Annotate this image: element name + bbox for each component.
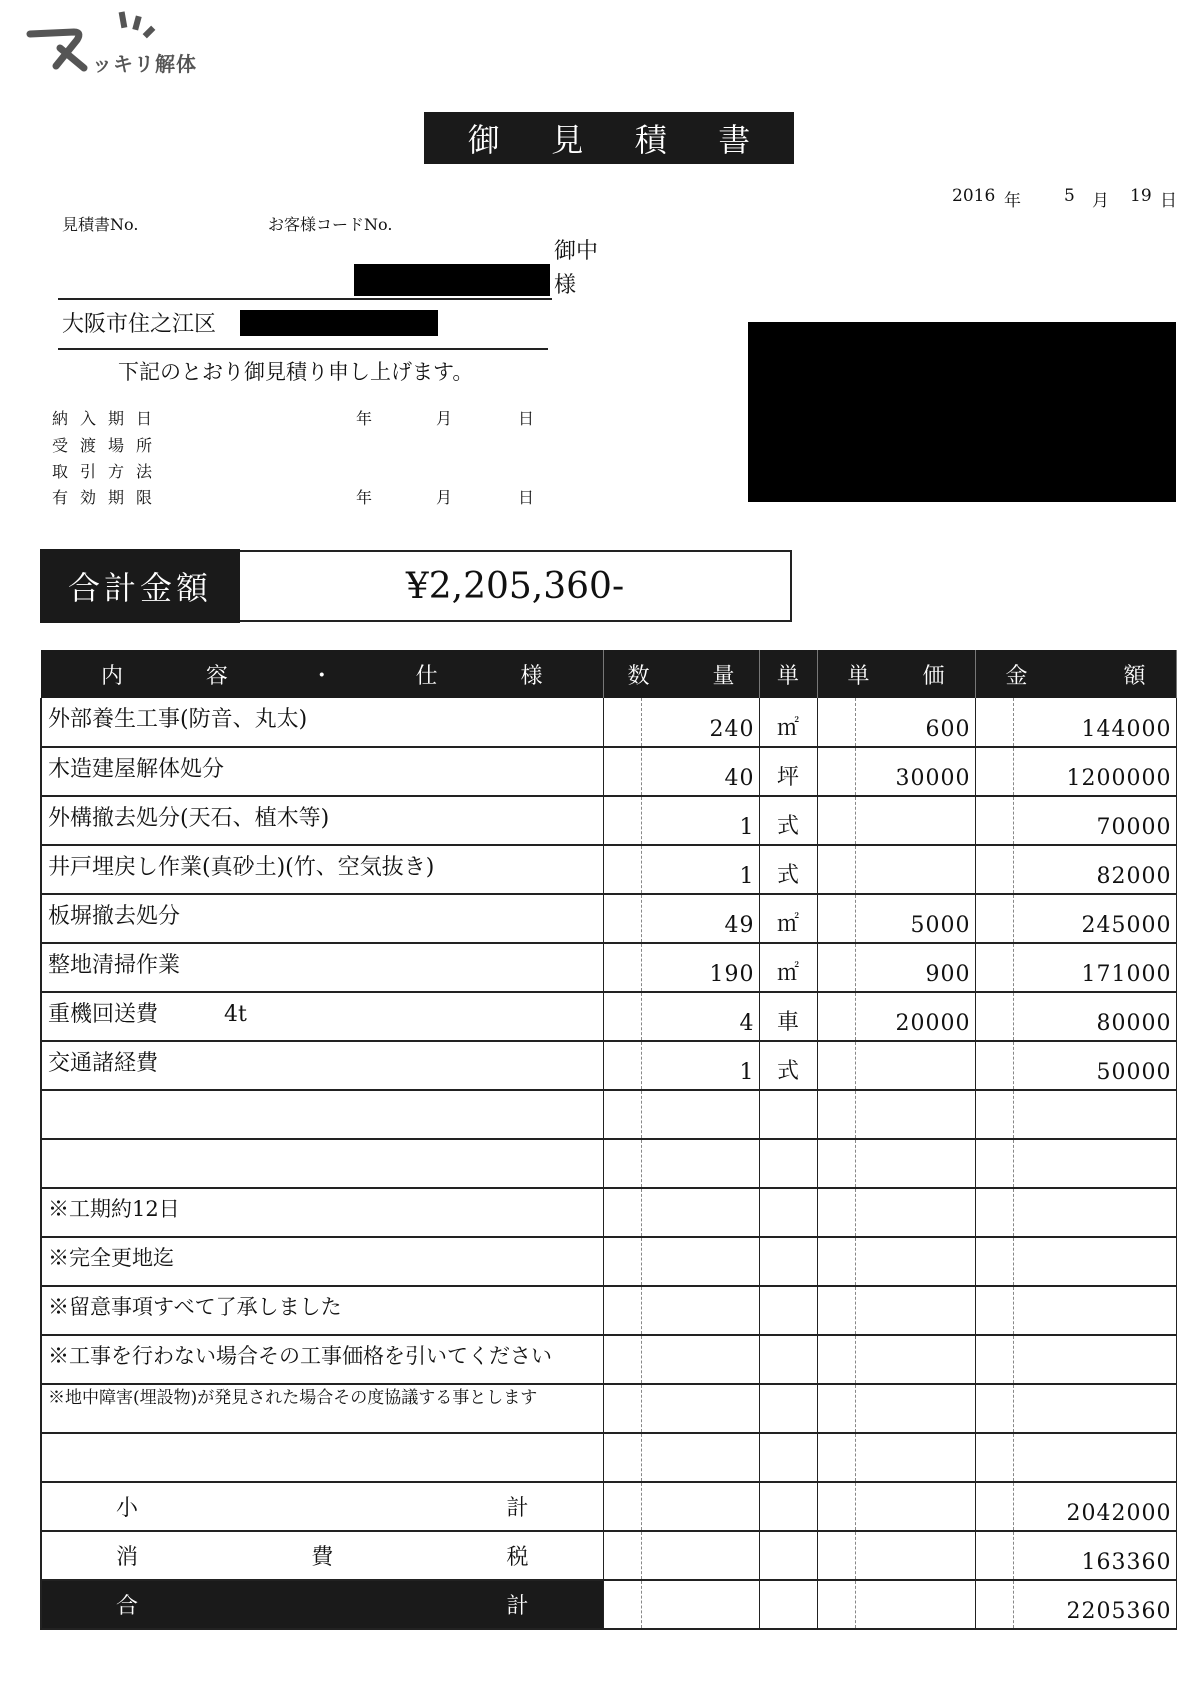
blank-cell	[1013, 1286, 1176, 1335]
blank-cell	[759, 1482, 817, 1531]
ymd-day: 日	[518, 488, 535, 507]
blank-cell	[855, 1237, 975, 1286]
blank-cell	[975, 1090, 1013, 1139]
summary-label-char: 計	[506, 1594, 529, 1619]
blank-cell	[603, 894, 641, 943]
item-price: 5000	[855, 894, 975, 943]
address-underline	[58, 348, 548, 350]
note-text: ※地中障害(埋設物)が発見された場合その度協議する事とします	[41, 1384, 603, 1433]
item-unit: 車	[759, 992, 817, 1041]
header-qty: 数 量	[603, 650, 759, 698]
ymd-year: 年	[356, 409, 373, 428]
header-desc: 内 容 ・ 仕 様	[41, 650, 603, 698]
blank-cell	[975, 1237, 1013, 1286]
item-amount: 50000	[1013, 1041, 1176, 1090]
item-amount: 80000	[1013, 992, 1176, 1041]
summary-label	[41, 1482, 603, 1531]
summary-amount: 163360	[1013, 1531, 1176, 1580]
blank-cell	[817, 1531, 855, 1580]
table-row	[41, 992, 1176, 1041]
estimate-no-label: 見積書No.	[62, 215, 139, 234]
item-price	[855, 845, 975, 894]
item-desc: 重機回送費 4t	[41, 992, 603, 1041]
blank-cell	[759, 1188, 817, 1237]
logo-text: ッキリ解体	[92, 52, 197, 76]
blank-cell	[641, 1335, 759, 1384]
blank-cell	[855, 1286, 975, 1335]
blank-cell	[817, 698, 855, 747]
onchu-label: 御中	[554, 239, 599, 264]
item-desc: 外部養生工事(防音、丸太)	[41, 698, 603, 747]
blank-cell	[975, 1531, 1013, 1580]
blank-cell	[603, 698, 641, 747]
blank-cell	[641, 1531, 759, 1580]
blank-cell	[641, 1237, 759, 1286]
summary-label	[41, 1531, 603, 1580]
date-year-unit: 年	[1004, 191, 1021, 211]
date-month: 5	[1064, 186, 1075, 206]
blank-cell	[817, 1384, 855, 1433]
blank-cell	[817, 1139, 855, 1188]
blank-cell	[603, 1433, 641, 1482]
blank-cell	[41, 1090, 603, 1139]
blank-cell	[641, 1286, 759, 1335]
summary-label-char: 税	[506, 1545, 529, 1570]
blank-cell	[603, 1286, 641, 1335]
condition-label: 有効期限	[52, 488, 165, 507]
note-text: ※工期約12日	[41, 1188, 603, 1237]
table-header-row	[41, 650, 1176, 698]
blank-cell	[975, 1580, 1013, 1629]
blank-cell	[975, 1482, 1013, 1531]
item-qty: 49	[641, 894, 759, 943]
item-amount: 70000	[1013, 796, 1176, 845]
blank-cell	[817, 1090, 855, 1139]
blank-cell	[975, 1188, 1013, 1237]
blank-cell	[759, 1384, 817, 1433]
item-price: 900	[855, 943, 975, 992]
note-row	[41, 1335, 1176, 1384]
item-price	[855, 1041, 975, 1090]
total-amount-value: ¥2,205,360-	[240, 550, 792, 622]
blank-cell	[759, 1090, 817, 1139]
note-row	[41, 1286, 1176, 1335]
item-amount: 1200000	[1013, 747, 1176, 796]
item-unit: ㎡	[759, 698, 817, 747]
note-row	[41, 1237, 1176, 1286]
date-day: 19	[1130, 186, 1152, 206]
item-qty: 240	[641, 698, 759, 747]
date-month-unit: 月	[1092, 191, 1109, 211]
item-unit: 式	[759, 845, 817, 894]
blank-cell	[975, 1384, 1013, 1433]
summary-row	[41, 1482, 1176, 1531]
blank-cell	[817, 943, 855, 992]
blank-cell	[759, 1433, 817, 1482]
table-row	[41, 1041, 1176, 1090]
table-row	[41, 698, 1176, 747]
blank-cell	[1013, 1139, 1176, 1188]
blank-cell	[641, 1090, 759, 1139]
blank-cell	[41, 1139, 603, 1188]
item-price	[855, 796, 975, 845]
condition-label: 受渡場所	[52, 436, 165, 455]
title-char: 御	[467, 121, 500, 159]
total-amount-label: 合計金額	[40, 549, 240, 623]
summary-amount: 2205360	[1013, 1580, 1176, 1629]
condition-label: 納入期日	[52, 409, 165, 428]
blank-cell	[855, 1580, 975, 1629]
customer-code-label: お客様コードNo.	[268, 215, 393, 234]
summary-row	[41, 1580, 1176, 1629]
item-qty: 1	[641, 845, 759, 894]
blank-cell	[975, 796, 1013, 845]
blank-cell	[759, 1237, 817, 1286]
blank-cell	[817, 796, 855, 845]
summary-label-char: 小	[116, 1496, 139, 1521]
blank-cell	[817, 1286, 855, 1335]
item-amount: 245000	[1013, 894, 1176, 943]
redacted-address	[240, 310, 438, 336]
blank-cell	[641, 1188, 759, 1237]
blank-cell	[641, 1139, 759, 1188]
blank-cell	[817, 1433, 855, 1482]
table-row	[41, 845, 1176, 894]
item-desc: 交通諸経費	[41, 1041, 603, 1090]
blank-cell	[855, 1384, 975, 1433]
item-desc: 整地清掃作業	[41, 943, 603, 992]
blank-cell	[1013, 1237, 1176, 1286]
item-price: 600	[855, 698, 975, 747]
blank-cell	[817, 845, 855, 894]
note-row	[41, 1384, 1176, 1433]
item-price: 20000	[855, 992, 975, 1041]
item-desc: 外構撤去処分(天石、植木等)	[41, 796, 603, 845]
blank-cell	[603, 1482, 641, 1531]
item-qty: 190	[641, 943, 759, 992]
summary-label	[41, 1580, 603, 1629]
blank-cell	[855, 1335, 975, 1384]
note-text: ※完全更地迄	[41, 1237, 603, 1286]
title-char: 書	[718, 121, 751, 159]
summary-label-char: 合	[116, 1594, 139, 1619]
blank-cell	[641, 1580, 759, 1629]
blank-cell	[975, 1139, 1013, 1188]
ymd-day: 日	[518, 409, 535, 428]
blank-cell	[603, 845, 641, 894]
item-qty: 40	[641, 747, 759, 796]
blank-cell	[603, 1090, 641, 1139]
header-unit: 単	[759, 650, 817, 698]
ymd-year: 年	[356, 488, 373, 507]
customer-underline	[58, 298, 552, 300]
item-qty: 4	[641, 992, 759, 1041]
table-row	[41, 894, 1176, 943]
blank-cell	[1013, 1384, 1176, 1433]
blank-cell	[975, 845, 1013, 894]
summary-amount: 2042000	[1013, 1482, 1176, 1531]
blank-cell	[759, 1531, 817, 1580]
header-amount: 金 額	[975, 650, 1176, 698]
redacted-customer-name	[354, 264, 550, 296]
address-prefix: 大阪市住之江区	[62, 312, 217, 337]
blank-cell	[817, 894, 855, 943]
blank-cell	[817, 992, 855, 1041]
blank-cell	[1013, 1433, 1176, 1482]
note-text: ※工事を行わない場合その工事価格を引いてください	[41, 1335, 603, 1384]
blank-cell	[603, 747, 641, 796]
item-unit: ㎡	[759, 894, 817, 943]
blank-cell	[855, 1188, 975, 1237]
date-day-unit: 日	[1160, 191, 1177, 211]
summary-label-char: 消	[116, 1545, 139, 1570]
summary-label-char: 費	[311, 1545, 334, 1570]
blank-cell	[975, 1335, 1013, 1384]
blank-cell	[817, 1041, 855, 1090]
blank-cell	[603, 992, 641, 1041]
item-unit: 式	[759, 1041, 817, 1090]
blank-cell	[975, 992, 1013, 1041]
blank-cell	[1013, 1335, 1176, 1384]
blank-cell	[975, 698, 1013, 747]
blank-cell	[603, 1335, 641, 1384]
item-desc: 井戸埋戻し作業(真砂土)(竹、空気抜き)	[41, 845, 603, 894]
item-desc: 板塀撤去処分	[41, 894, 603, 943]
blank-cell	[975, 1286, 1013, 1335]
table-row-empty	[41, 1139, 1176, 1188]
table-row	[41, 747, 1176, 796]
blank-cell	[855, 1433, 975, 1482]
blank-cell	[603, 1188, 641, 1237]
item-price: 30000	[855, 747, 975, 796]
item-desc: 木造建屋解体処分	[41, 747, 603, 796]
item-qty: 1	[641, 1041, 759, 1090]
item-unit: 式	[759, 796, 817, 845]
blank-cell	[855, 1139, 975, 1188]
blank-cell	[855, 1482, 975, 1531]
blank-cell	[603, 1139, 641, 1188]
table-row	[41, 796, 1176, 845]
blank-cell	[855, 1090, 975, 1139]
ymd-month: 月	[436, 488, 453, 507]
blank-cell	[603, 1580, 641, 1629]
table-row	[41, 943, 1176, 992]
blank-cell	[603, 1531, 641, 1580]
ymd-month: 月	[436, 409, 453, 428]
blank-cell	[817, 1580, 855, 1629]
blank-cell	[1013, 1188, 1176, 1237]
blank-cell	[759, 1580, 817, 1629]
intro-text: 下記のとおり御見積り申し上げます。	[118, 360, 474, 384]
date-year: 2016	[952, 186, 996, 206]
blank-cell	[603, 796, 641, 845]
item-amount: 144000	[1013, 698, 1176, 747]
blank-cell	[975, 1041, 1013, 1090]
document-title	[424, 112, 794, 164]
blank-cell	[817, 1188, 855, 1237]
blank-cell	[759, 1139, 817, 1188]
blank-cell	[975, 1433, 1013, 1482]
blank-cell	[975, 747, 1013, 796]
blank-cell	[817, 747, 855, 796]
blank-cell	[641, 1482, 759, 1531]
blank-cell	[41, 1433, 603, 1482]
note-row	[41, 1188, 1176, 1237]
note-text: ※留意事項すべて了承しました	[41, 1286, 603, 1335]
blank-cell	[817, 1335, 855, 1384]
sama-label: 様	[554, 273, 577, 298]
blank-cell	[817, 1237, 855, 1286]
blank-cell	[759, 1335, 817, 1384]
blank-cell	[975, 894, 1013, 943]
table-row-empty	[41, 1433, 1176, 1482]
summary-label-char: 計	[506, 1496, 529, 1521]
blank-cell	[603, 943, 641, 992]
summary-row	[41, 1531, 1176, 1580]
blank-cell	[975, 943, 1013, 992]
blank-cell	[1013, 1090, 1176, 1139]
title-char: 積	[634, 121, 667, 159]
blank-cell	[603, 1237, 641, 1286]
header-price: 単 価	[817, 650, 975, 698]
redacted-company-info	[748, 322, 1176, 502]
blank-cell	[603, 1384, 641, 1433]
title-char: 見	[551, 121, 584, 159]
blank-cell	[759, 1286, 817, 1335]
table-row-empty	[41, 1090, 1176, 1139]
item-unit: 坪	[759, 747, 817, 796]
item-unit: ㎡	[759, 943, 817, 992]
item-qty: 1	[641, 796, 759, 845]
blank-cell	[641, 1433, 759, 1482]
blank-cell	[603, 1041, 641, 1090]
item-amount: 82000	[1013, 845, 1176, 894]
item-amount: 171000	[1013, 943, 1176, 992]
blank-cell	[855, 1531, 975, 1580]
condition-label: 取引方法	[52, 462, 165, 481]
blank-cell	[817, 1482, 855, 1531]
estimate-table	[40, 650, 1177, 1630]
blank-cell	[641, 1384, 759, 1433]
